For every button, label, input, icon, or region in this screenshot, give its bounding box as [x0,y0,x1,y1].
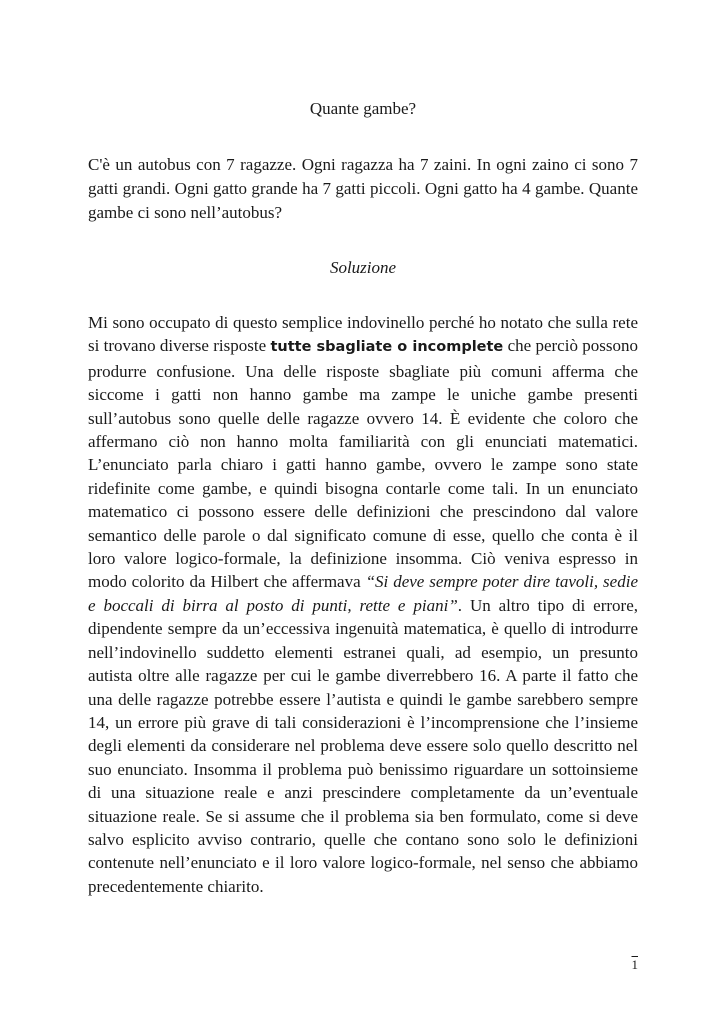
emphasis-text: tutte sbagliate o incomplete [270,339,504,356]
solution-paragraph [88,311,638,898]
page-number: 1 [631,957,638,972]
solution-text-part3: . Un altro tipo di errore, dipendente sempre da un’eccessiva ingenuità matematica, è quello di introdurre nell’indovinello suddetto elementi estranei quali, ad esempio, un presunto autista oltre alle ragazze per cui le gambe diverrebbero 16. A parte il fatto che una delle ragazze potrebbe essere l’autista e quindi le gambe sarebbero sempre 14, un errore più grave di tali considerazioni è l’incomprensione che l’insieme degli elementi da considerare nel problema deve essere solo quello descritto nel suo enunciato. Insomma il problema può benissimo riguardare un sottoinsieme di una situazione reale e anzi prescindere completamente da un’eventuale situazione reale. Se si assume che il problema sia ben formulato, come si deve salvo esplicito avviso contrario, quelle che contano sono solo le definizioni contenute nell’enunciato e il loro valore logico-formale, nel senso che abbiamo precedentemente chiarito. [88,595,638,896]
problem-statement: C'è un autobus con 7 ragazze. Ogni ragazza ha 7 zaini. In ogni zaino ci sono 7 gatti grandi. Ogni gatto grande ha 7 gatti piccoli. Ogni gatto ha 4 gambe. Quante gambe ci sono nell’autobus? [88,155,638,222]
solution-text-part2: che perciò possono produrre confusione. Una delle risposte sbagliate più comuni afferma che siccome i gatti non hanno gambe ma zampe le uniche gambe presenti sull’autobus sono quelle delle ragazze ovvero 14. È evidente che coloro che affermano ciò non hanno molta familiarità con gli enunciati matematici. L’enunciato parla chiaro i gatti hanno gambe, ovvero le zampe sono state ridefinite come gambe, e quindi bisogna contarle come tali. In un enunciato matematico ci possono essere delle definizioni che prescindono dal valore semantico delle parole o dal significato comune di esse, quello che conta è il loro valore logico-formale, la definizione insomma. Ciò veniva espresso in modo colorito da Hilbert che affermava [88,336,638,592]
solution-text-part1: Mi sono occupato di questo semplice indovinello perché ho notato che sulla rete si trovano diverse risposte [88,313,638,356]
document-page [88,0,638,1024]
page-title: Quante gambe? [309,99,417,118]
hilbert-quote: “Si deve sempre poter dire tavoli, sedie e boccali di birra al posto di punti, rette e piani” [88,572,638,615]
solution-heading: Soluzione [329,258,397,277]
